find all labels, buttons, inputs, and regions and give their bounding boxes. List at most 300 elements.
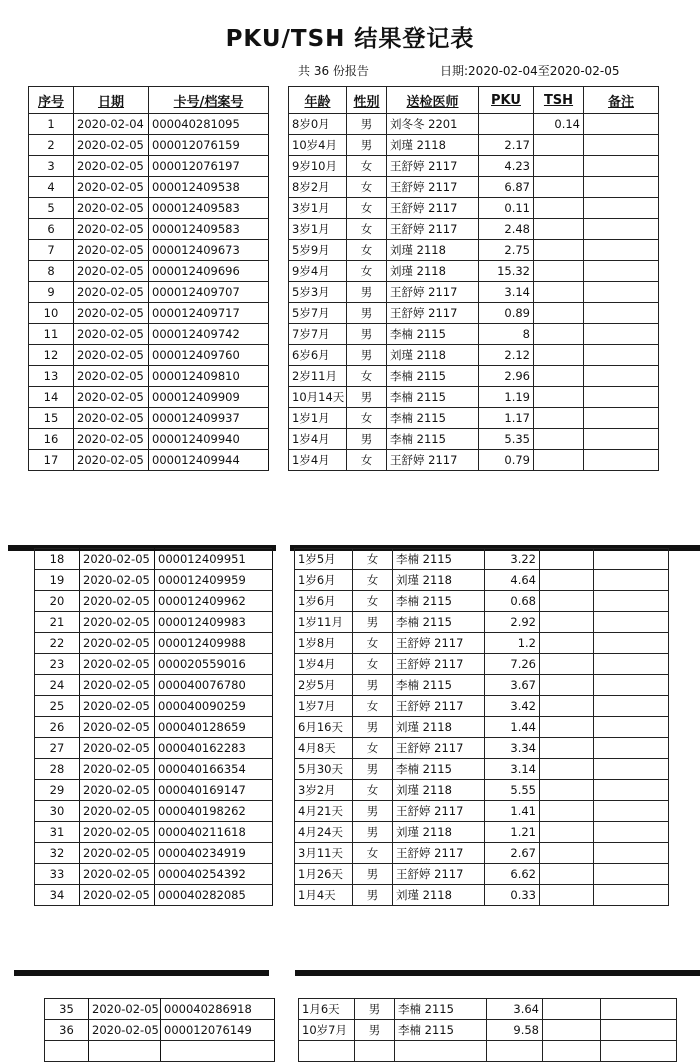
cell-note [584, 303, 659, 324]
cell-doctor: 王舒婷 2117 [393, 696, 485, 717]
cell-doctor: 李楠 2115 [393, 675, 485, 696]
cell-note [584, 345, 659, 366]
cell-index: 13 [29, 366, 74, 387]
cell-pku: 4.23 [479, 156, 534, 177]
cell-tsh [540, 633, 594, 654]
cell-card: 000012409707 [149, 282, 269, 303]
cell-tsh [540, 885, 594, 906]
cell-note [594, 696, 669, 717]
cell-doctor: 王舒婷 2117 [393, 864, 485, 885]
cell-tsh [540, 738, 594, 759]
table-row [289, 240, 659, 261]
cell-age: 1岁4月 [295, 654, 353, 675]
cell-index: 35 [45, 999, 89, 1020]
table-row [295, 843, 669, 864]
table-row [295, 864, 669, 885]
table-row [289, 450, 659, 471]
cell-pku: 3.14 [485, 759, 540, 780]
cell-age: 4月8天 [295, 738, 353, 759]
table-row [295, 570, 669, 591]
cell-index: 15 [29, 408, 74, 429]
cell-index: 4 [29, 177, 74, 198]
cell-age: 1岁11月 [295, 612, 353, 633]
cell-index: 25 [35, 696, 80, 717]
cell-pku: 2.92 [485, 612, 540, 633]
cell-sex: 女 [347, 156, 387, 177]
cell-tsh [534, 177, 584, 198]
cell-date: 2020-02-05 [80, 885, 155, 906]
cell-note [584, 408, 659, 429]
cell-note [584, 366, 659, 387]
table-row [29, 282, 269, 303]
cell-index: 29 [35, 780, 80, 801]
cell-age: 5岁3月 [289, 282, 347, 303]
table-row [289, 261, 659, 282]
cell-date: 2020-02-05 [80, 654, 155, 675]
cell-card: 000012409760 [149, 345, 269, 366]
cell-sex: 男 [347, 282, 387, 303]
cell-card: 000040162283 [155, 738, 273, 759]
cell-doctor: 李楠 2115 [387, 366, 479, 387]
cell-age: 4月24天 [295, 822, 353, 843]
table-row [295, 801, 669, 822]
table-row [29, 303, 269, 324]
cell-age: 9岁10月 [289, 156, 347, 177]
cell-card: 000040090259 [155, 696, 273, 717]
table-row [295, 738, 669, 759]
cell-tsh [540, 654, 594, 675]
table-row [35, 843, 273, 864]
cell-sex: 女 [347, 261, 387, 282]
table-row [295, 612, 669, 633]
cell-doctor: 王舒婷 2117 [393, 801, 485, 822]
register-table-left-1 [28, 86, 269, 471]
cell-pku: 3.64 [487, 999, 543, 1020]
table-row [29, 219, 269, 240]
cell-pku: 4.64 [485, 570, 540, 591]
table-row [35, 864, 273, 885]
cell-note [594, 759, 669, 780]
table-row [29, 240, 269, 261]
cell-doctor: 刘瑾 2118 [387, 345, 479, 366]
cell-pku: 2.67 [485, 843, 540, 864]
cell-index: 2 [29, 135, 74, 156]
cell-pku: 3.34 [485, 738, 540, 759]
blank-cell [601, 1041, 677, 1062]
cell-date: 2020-02-05 [80, 696, 155, 717]
register-table-left-2 [34, 548, 273, 906]
cell-index: 36 [45, 1020, 89, 1041]
table-row [35, 591, 273, 612]
cell-sex: 女 [353, 696, 393, 717]
cell-date: 2020-02-05 [89, 999, 161, 1020]
cell-note [594, 591, 669, 612]
cell-sex: 女 [347, 177, 387, 198]
cell-date: 2020-02-04 [74, 114, 149, 135]
cell-doctor: 王舒婷 2117 [393, 843, 485, 864]
cell-age: 8岁0月 [289, 114, 347, 135]
cell-sex: 男 [353, 612, 393, 633]
cell-date: 2020-02-05 [74, 282, 149, 303]
table-row [29, 345, 269, 366]
cell-age: 3岁1月 [289, 198, 347, 219]
cell-tsh [534, 261, 584, 282]
table-row [289, 429, 659, 450]
cell-note [584, 177, 659, 198]
cell-card: 000012409717 [149, 303, 269, 324]
table-row [295, 549, 669, 570]
cell-index: 3 [29, 156, 74, 177]
cell-doctor: 李楠 2115 [387, 429, 479, 450]
cell-card: 000040198262 [155, 801, 273, 822]
cell-index: 9 [29, 282, 74, 303]
cell-age: 6岁6月 [289, 345, 347, 366]
cell-date: 2020-02-05 [80, 864, 155, 885]
cell-note [584, 450, 659, 471]
cell-tsh [543, 999, 601, 1020]
cell-date: 2020-02-05 [80, 612, 155, 633]
cell-age: 8岁2月 [289, 177, 347, 198]
cell-card: 000012409959 [155, 570, 273, 591]
cell-note [594, 717, 669, 738]
cell-sex: 女 [353, 591, 393, 612]
table-row [29, 135, 269, 156]
cell-sex: 男 [353, 759, 393, 780]
cell-card: 000040169147 [155, 780, 273, 801]
cell-age: 5月30天 [295, 759, 353, 780]
cell-note [584, 219, 659, 240]
cell-sex: 男 [347, 387, 387, 408]
cell-pku: 2.48 [479, 219, 534, 240]
table-row [289, 219, 659, 240]
cell-card: 000012409962 [155, 591, 273, 612]
register-table-right-1 [288, 86, 659, 471]
cell-card: 000012409937 [149, 408, 269, 429]
cell-sex: 男 [353, 675, 393, 696]
cell-card: 000012409951 [155, 549, 273, 570]
table-row [29, 429, 269, 450]
col-header-card: 卡号/档案号 [149, 87, 269, 114]
cell-age: 5岁7月 [289, 303, 347, 324]
cell-note [594, 822, 669, 843]
cell-age: 3月11天 [295, 843, 353, 864]
cell-doctor: 刘瑾 2118 [387, 135, 479, 156]
cell-note [594, 612, 669, 633]
cell-age: 2岁5月 [295, 675, 353, 696]
cell-note [584, 261, 659, 282]
table-row [295, 759, 669, 780]
cell-index: 32 [35, 843, 80, 864]
blank-cell [487, 1041, 543, 1062]
cell-note [584, 114, 659, 135]
table-row [45, 999, 275, 1020]
cell-note [584, 429, 659, 450]
cell-card: 000040211618 [155, 822, 273, 843]
table-row [29, 324, 269, 345]
cell-pku: 1.44 [485, 717, 540, 738]
cell-doctor: 王舒婷 2117 [387, 198, 479, 219]
cell-index: 28 [35, 759, 80, 780]
cell-date: 2020-02-05 [74, 450, 149, 471]
cell-index: 30 [35, 801, 80, 822]
cell-date: 2020-02-05 [74, 408, 149, 429]
col-header-age: 年龄 [289, 87, 347, 114]
table-row [289, 387, 659, 408]
cell-pku: 6.87 [479, 177, 534, 198]
cell-index: 20 [35, 591, 80, 612]
cell-doctor: 刘瑾 2118 [393, 780, 485, 801]
cell-age: 1岁4月 [289, 450, 347, 471]
cell-doctor: 刘瑾 2118 [393, 885, 485, 906]
cell-sex: 女 [353, 633, 393, 654]
cell-date: 2020-02-05 [74, 198, 149, 219]
table-row [29, 156, 269, 177]
cell-pku: 9.58 [487, 1020, 543, 1041]
cell-doctor: 王舒婷 2117 [393, 654, 485, 675]
cell-date: 2020-02-05 [74, 303, 149, 324]
cell-pku: 0.89 [479, 303, 534, 324]
cell-pku: 3.67 [485, 675, 540, 696]
blank-cell [299, 1041, 355, 1062]
cell-date: 2020-02-05 [80, 591, 155, 612]
table-row [295, 822, 669, 843]
cell-tsh [540, 801, 594, 822]
col-header-tsh: TSH [534, 87, 584, 114]
cell-date: 2020-02-05 [74, 429, 149, 450]
cell-card: 000012409673 [149, 240, 269, 261]
cell-tsh [534, 450, 584, 471]
table-row [29, 177, 269, 198]
cell-tsh [540, 612, 594, 633]
table-row [289, 324, 659, 345]
table-row [29, 450, 269, 471]
cell-note [601, 999, 677, 1020]
cell-date: 2020-02-05 [74, 156, 149, 177]
table-row [289, 135, 659, 156]
cell-date: 2020-02-05 [80, 780, 155, 801]
cell-date: 2020-02-05 [80, 633, 155, 654]
cell-doctor: 刘瑾 2118 [393, 822, 485, 843]
cell-index: 34 [35, 885, 80, 906]
cell-date: 2020-02-05 [89, 1020, 161, 1041]
cell-age: 10岁4月 [289, 135, 347, 156]
cell-doctor: 李楠 2115 [387, 387, 479, 408]
cell-pku: 0.68 [485, 591, 540, 612]
table-row [295, 717, 669, 738]
cell-age: 1岁4月 [289, 429, 347, 450]
cell-index: 27 [35, 738, 80, 759]
cell-sex: 男 [347, 324, 387, 345]
cell-doctor: 刘冬冬 2201 [387, 114, 479, 135]
cell-doctor: 刘瑾 2118 [393, 570, 485, 591]
cell-doctor: 王舒婷 2117 [393, 738, 485, 759]
col-header-pku: PKU [479, 87, 534, 114]
cell-sex: 女 [353, 570, 393, 591]
cell-note [594, 570, 669, 591]
cell-date: 2020-02-05 [74, 261, 149, 282]
cell-tsh [540, 570, 594, 591]
cell-note [584, 387, 659, 408]
cell-card: 000012076149 [161, 1020, 275, 1041]
cell-note [594, 780, 669, 801]
cell-note [584, 324, 659, 345]
cell-index: 11 [29, 324, 74, 345]
page-title: PKU/TSH 结果登记表 [225, 26, 475, 52]
cell-age: 3岁1月 [289, 219, 347, 240]
cell-card: 000020559016 [155, 654, 273, 675]
cell-age: 10月14天 [289, 387, 347, 408]
table-row [29, 408, 269, 429]
cell-age: 3岁2月 [295, 780, 353, 801]
cell-sex: 男 [353, 801, 393, 822]
cell-age: 1月6天 [299, 999, 355, 1020]
cell-date: 2020-02-05 [80, 843, 155, 864]
cell-index: 31 [35, 822, 80, 843]
cell-index: 8 [29, 261, 74, 282]
table-row [35, 612, 273, 633]
cell-doctor: 刘瑾 2118 [387, 240, 479, 261]
table-row [35, 885, 273, 906]
register-table-right-2 [294, 548, 669, 906]
cell-note [594, 738, 669, 759]
table-row [35, 696, 273, 717]
cell-tsh [534, 240, 584, 261]
table-row [295, 654, 669, 675]
table-row [35, 570, 273, 591]
cell-doctor: 李楠 2115 [395, 1020, 487, 1041]
cell-card: 000040076780 [155, 675, 273, 696]
cell-date: 2020-02-05 [74, 219, 149, 240]
cell-sex: 女 [347, 219, 387, 240]
cell-card: 000012409583 [149, 198, 269, 219]
cell-sex: 男 [353, 864, 393, 885]
cell-tsh: 0.14 [534, 114, 584, 135]
cell-index: 33 [35, 864, 80, 885]
cell-note [594, 843, 669, 864]
cell-pku: 2.12 [479, 345, 534, 366]
cell-date: 2020-02-05 [74, 387, 149, 408]
cell-pku: 0.33 [485, 885, 540, 906]
cell-sex: 男 [347, 345, 387, 366]
cell-index: 5 [29, 198, 74, 219]
cell-date: 2020-02-05 [74, 324, 149, 345]
cell-card: 000012409983 [155, 612, 273, 633]
cell-index: 22 [35, 633, 80, 654]
cell-sex: 男 [355, 1020, 395, 1041]
col-header-note: 备注 [584, 87, 659, 114]
cell-age: 6月16天 [295, 717, 353, 738]
cell-note [594, 885, 669, 906]
scan-divider-left-2 [14, 970, 269, 976]
cell-doctor: 李楠 2115 [387, 408, 479, 429]
cell-tsh [540, 822, 594, 843]
cell-tsh [534, 198, 584, 219]
cell-card: 000040281095 [149, 114, 269, 135]
cell-age: 1岁6月 [295, 570, 353, 591]
cell-pku: 15.32 [479, 261, 534, 282]
table-row [289, 177, 659, 198]
table-row [299, 1020, 677, 1041]
cell-pku: 2.75 [479, 240, 534, 261]
cell-doctor: 王舒婷 2117 [387, 282, 479, 303]
cell-card: 000012409988 [155, 633, 273, 654]
cell-tsh [534, 219, 584, 240]
cell-index: 10 [29, 303, 74, 324]
cell-index: 14 [29, 387, 74, 408]
cell-note [594, 549, 669, 570]
cell-age: 1岁6月 [295, 591, 353, 612]
cell-sex: 女 [353, 654, 393, 675]
cell-card: 000012409940 [149, 429, 269, 450]
table-row [29, 198, 269, 219]
table-row [295, 885, 669, 906]
table-row [289, 366, 659, 387]
table-row [35, 654, 273, 675]
cell-tsh [534, 408, 584, 429]
cell-doctor: 王舒婷 2117 [393, 633, 485, 654]
cell-doctor: 王舒婷 2117 [387, 156, 479, 177]
cell-sex: 男 [355, 999, 395, 1020]
cell-index: 18 [35, 549, 80, 570]
cell-pku: 1.2 [485, 633, 540, 654]
cell-index: 6 [29, 219, 74, 240]
cell-tsh [534, 156, 584, 177]
cell-card: 000040128659 [155, 717, 273, 738]
table-row [295, 591, 669, 612]
table-row [29, 387, 269, 408]
cell-index: 19 [35, 570, 80, 591]
cell-index: 23 [35, 654, 80, 675]
table-row [295, 696, 669, 717]
table-row [295, 675, 669, 696]
cell-index: 7 [29, 240, 74, 261]
cell-note [594, 864, 669, 885]
cell-index: 16 [29, 429, 74, 450]
cell-index: 17 [29, 450, 74, 471]
cell-age: 10岁7月 [299, 1020, 355, 1041]
cell-pku: 3.22 [485, 549, 540, 570]
cell-pku: 0.11 [479, 198, 534, 219]
table-row [35, 759, 273, 780]
cell-tsh [540, 549, 594, 570]
cell-pku: 7.26 [485, 654, 540, 675]
cell-pku: 1.21 [485, 822, 540, 843]
cell-note [594, 675, 669, 696]
cell-index: 21 [35, 612, 80, 633]
table-row [29, 114, 269, 135]
scan-divider-right-2 [295, 970, 700, 976]
col-header-index: 序号 [29, 87, 74, 114]
cell-sex: 女 [347, 198, 387, 219]
table-row [35, 633, 273, 654]
cell-tsh [534, 345, 584, 366]
table-row [35, 675, 273, 696]
cell-doctor: 李楠 2115 [393, 612, 485, 633]
table-row [29, 261, 269, 282]
cell-card: 000012409944 [149, 450, 269, 471]
cell-note [594, 801, 669, 822]
table-row [45, 1020, 275, 1041]
date-range: 日期:2020-02-04至2020-02-05 [440, 64, 620, 78]
cell-note [601, 1020, 677, 1041]
cell-card: 000012409538 [149, 177, 269, 198]
cell-card: 000012409810 [149, 366, 269, 387]
cell-note [594, 633, 669, 654]
cell-note [584, 156, 659, 177]
cell-sex: 女 [353, 780, 393, 801]
cell-card: 000040282085 [155, 885, 273, 906]
table-row [29, 366, 269, 387]
